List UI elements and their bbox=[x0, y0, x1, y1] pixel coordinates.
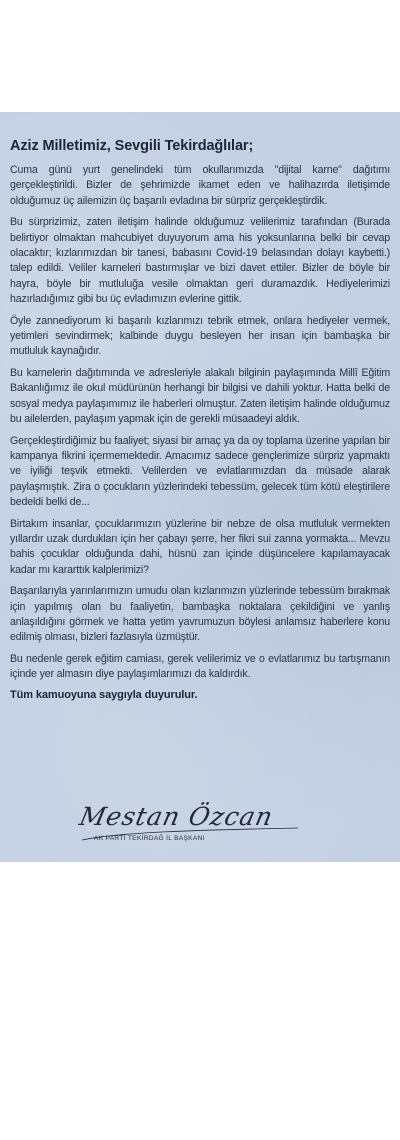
paragraph-6: Birtakım insanlar, çocuklarımızın yüzlerine bir nebze de olsa mutluluk vermekten yıllardır uzak durdukları için her çabayı şerre, her fikri sui zanna yormakta... Mevzu bahis çocuklar olduğunda dahi, hüsnü zan içinde düşüncelere kapılamayacak kadar mı kararttık kalplerimizi? bbox=[10, 517, 390, 576]
signature-title: AK PARTİ TEKİRDAĞ İL BAŞKANI bbox=[94, 835, 205, 842]
signature-name: Mestan Özcan bbox=[76, 802, 276, 831]
paragraph-2: Bu sürprizimiz, zaten iletişim halinde olduğumuz velilerimiz tarafından (Burada belirtiyor olmaktan mahcubiyet duyuyorum ama his yoksunlarına belki bir cevap olacaktır; kızlarımızdan bir tanesi, babasını Covid-19 belasından dolayı kaybetti.) talep edildi. Veliler karneleri bastırmışlar ve bizi davet ettiler. Bizler de böyle bir hayra, böyle bir mutluluğa vesile olmaktan geri duramazdık. Hediyelerimizi hazırladığımız gibi bu üç evladımızın evlerine gittik. bbox=[10, 216, 390, 306]
paragraph-4: Bu karnelerin dağıtımında ve adresleriyle alakalı bilginin paylaşımında Millî Eğitim Bakanlığımız ile okul müdürünün herhangi bir bilgisi ve dahili yoktur. Hatta belki de sosyal medya paylaşımımız ile haberleri olmuştur. Zaten iletişim halinde olduğumuz bu ailelerden, paylaşım yapmak için de gerekli müsaadeyi aldık. bbox=[10, 366, 390, 426]
paragraph-7: Başarılarıyla yarınlarımızın umudu olan kızlarımızın yüzlerinde tebessüm bırakmak için yapılmış olan bu faaliyetin, bambaşka noktalara çekildiğini ve yanlış anlaşıldığını görmek ve hatta yetim yavrumuzun böylesi anlamsız haberlere konu edilmiş olması, bizleri fazlasıyla üzmüştür. bbox=[10, 585, 390, 644]
signature-block bbox=[76, 802, 320, 862]
letter-sheet bbox=[0, 112, 400, 862]
paragraph-5: Gerçekleştirdiğimiz bu faaliyet; siyasi bir amaç ya da oy toplama üzerine yapılan bir kampanya fikrini içermemektedir. Amacımız sadece gençlerimize sürpriz yapmaktı ve iyiliği teşvik etmekti. Velilerden ve evlatlarımızdan da müsade alarak paylaşmıştık. Zira o çocukların yüzlerindeki tebessüm, gelecek tüm kötü eleştirilere bedeldi belki de... bbox=[10, 434, 390, 509]
paragraph-1: Cuma günü yurt genelindeki tüm okullarımızda "dijital karne" dağıtımı gerçekleştirildi. Bizler de şehrimizde ikamet eden ve halihazırda iletişimde olduğumuz üç ailemizin üç başarılı evladına bir sürpriz gerçekleştirdik. bbox=[10, 164, 390, 207]
letter-heading: Aziz Milletimiz, Sevgili Tekirdağlılar; bbox=[10, 138, 254, 154]
paragraph-8: Bu nedenle gerek eğitim camiası, gerek velilerimiz ve o evlatlarımız bu tartışmanın içinde yer almasın diye paylaşımlarımızı da kaldırdık. bbox=[10, 652, 390, 681]
paragraph-3: Öyle zannediyorum ki başarılı kızlarımızı tebrik etmek, onlara hediyeler vermek, yetimleri sevindirmek; kalbinde duygu besleyen her insan için bambaşka bir mutluluk kaynağıdır. bbox=[10, 314, 390, 358]
closing-statement: Tüm kamuoyuna saygıyla duyurulur. bbox=[10, 688, 198, 701]
letter-content bbox=[10, 138, 390, 701]
